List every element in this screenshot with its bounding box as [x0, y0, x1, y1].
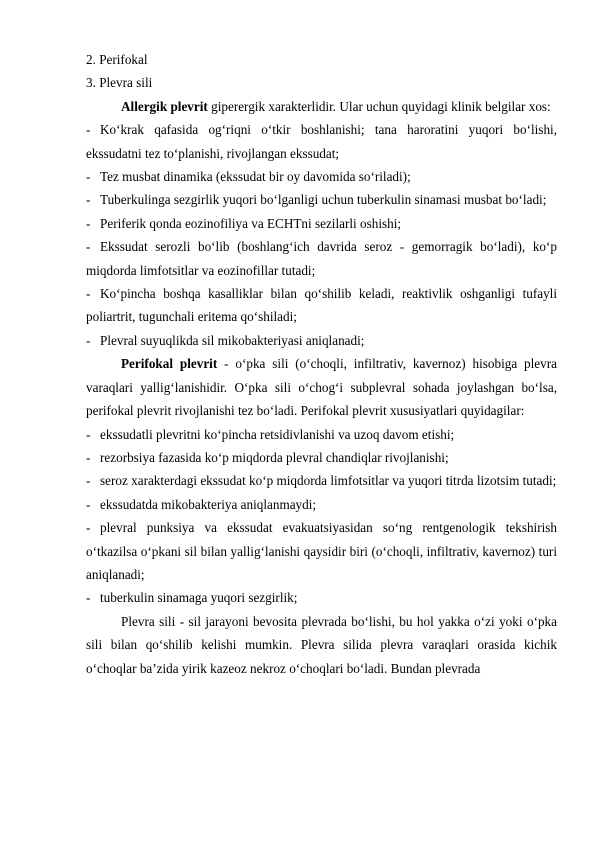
list-item — [86, 446, 557, 469]
paragraph-perifokal-plevrit — [86, 352, 557, 422]
term-allergik-plevrit: Allergik plevrit — [121, 98, 208, 114]
list-item — [86, 282, 557, 329]
dash-marker: - — [86, 473, 91, 489]
list-item-text: ekssudatli plevritni ko‘pincha retsidivlanishi va uzoq davom etishi; — [100, 426, 455, 442]
dash-marker: - — [86, 122, 91, 138]
dash-marker: - — [86, 449, 91, 465]
list-item — [86, 235, 557, 282]
dash-marker: - — [86, 520, 91, 536]
dash-marker: - — [86, 286, 91, 302]
list-item-text: rezorbsiya fazasida ko‘p miqdorda plevral chandiqlar rivojlanishi; — [100, 449, 449, 465]
dash-marker: - — [86, 496, 91, 512]
dash-marker: - — [86, 590, 91, 606]
list-item — [86, 329, 557, 352]
list-item-text: Tuberkulinga sezgirlik yuqori bo‘lganligi uchun tuberkulin sinamasi musbat bo‘ladi; — [100, 192, 547, 208]
list-item — [86, 212, 557, 235]
list-item-text: seroz xarakterdagi ekssudat ko‘p miqdorda limfotsitlar va yuqori titrda lizotsim tutadi; — [100, 473, 557, 489]
dash-marker: - — [86, 215, 91, 231]
paragraph-text: giperergik xarakterlidir. Ular uchun quyidagi klinik belgilar xos: — [207, 98, 551, 114]
list-item-perifokal: 2. Perifokal — [86, 52, 148, 67]
list-item — [86, 423, 557, 446]
list-item — [86, 469, 557, 492]
list-item-text: Periferik qonda eozinofiliya va ECHTni sezilarli oshishi; — [100, 215, 402, 231]
dash-marker: - — [86, 332, 91, 348]
list-item-text: Tez musbat dinamika (ekssudat bir oy davomida so‘riladi); — [100, 169, 411, 185]
list-item-text: Plevral suyuqlikda sil mikobakteriyasi aniqlanadi; — [100, 332, 365, 348]
paragraph-allergik-plevrit — [86, 95, 557, 118]
list-item-text: Ko‘krak qafasida og‘riqni o‘tkir boshlanishi; tana haroratini yuqori bo‘lishi, ekssudatni tez to‘planishi, rivojlangan ekssudat; — [86, 122, 557, 161]
paragraph-plevra-sili: Plevra sili - sil jarayoni bevosita plevrada bo‘lishi, bu hol yakka o‘zi yoki o‘pka sili bilan qo‘shilib kelishi mumkin. Plevra silida plevra varaqlari orasida kichik o‘choqlar ba’zida yirik kazeoz nekroz o‘choqlari bo‘ladi. Bundan plevrada — [86, 613, 557, 676]
list-item-text: Ko‘pincha boshqa kasalliklar bilan qo‘shilib keladi, reaktivlik oshganligi tufayli poliartrit, tugunchali eritema qo‘shiladi; — [86, 286, 557, 325]
dash-marker: - — [86, 192, 91, 208]
list-item — [86, 493, 557, 516]
list-item-text: ekssudatda mikobakteriya aniqlanmaydi; — [100, 496, 317, 512]
term-perifokal-plevrit: Perifokal plevrit — [121, 356, 218, 372]
list-item-text: plevral punksiya va ekssudat evakuatsiyasidan so‘ng rentgenologik tekshirish o‘tkazilsa o‘pkani sil bilan yallig‘lanishi qaysidir biri (o‘choqli, infiltrativ, kavernoz) turi aniqlanadi; — [86, 520, 557, 582]
list-item — [86, 516, 557, 586]
dash-marker: - — [86, 426, 91, 442]
list-item-text: Ekssudat serozli bo‘lib (boshlang‘ich davrida seroz - gemorragik bo‘ladi), ko‘p miqdorda limfotsitlar va eozinofillar tutadi; — [86, 239, 557, 278]
list-item — [86, 188, 557, 211]
document-page — [86, 48, 557, 680]
list-item-plevra-sili: 3. Plevra sili — [86, 75, 153, 91]
dash-marker: - — [86, 239, 91, 255]
list-item — [86, 165, 557, 188]
list-item — [86, 118, 557, 165]
list-item — [86, 586, 557, 609]
dash-marker: - — [86, 169, 91, 185]
list-item-text: tuberkulin sinamaga yuqori sezgirlik; — [100, 590, 298, 606]
paragraph-text: - o‘pka sili (o‘choqli, infiltrativ, kavernoz) hisobiga plevra varaqlari yallig‘lanishidir. O‘pka sili o‘chog‘i subplevral sohada joylashgan bo‘lsa, perifokal plevrit rivojlanishi tez bo‘ladi. Perifokal plevrit xususiyatlari quyidagilar: — [86, 356, 558, 419]
